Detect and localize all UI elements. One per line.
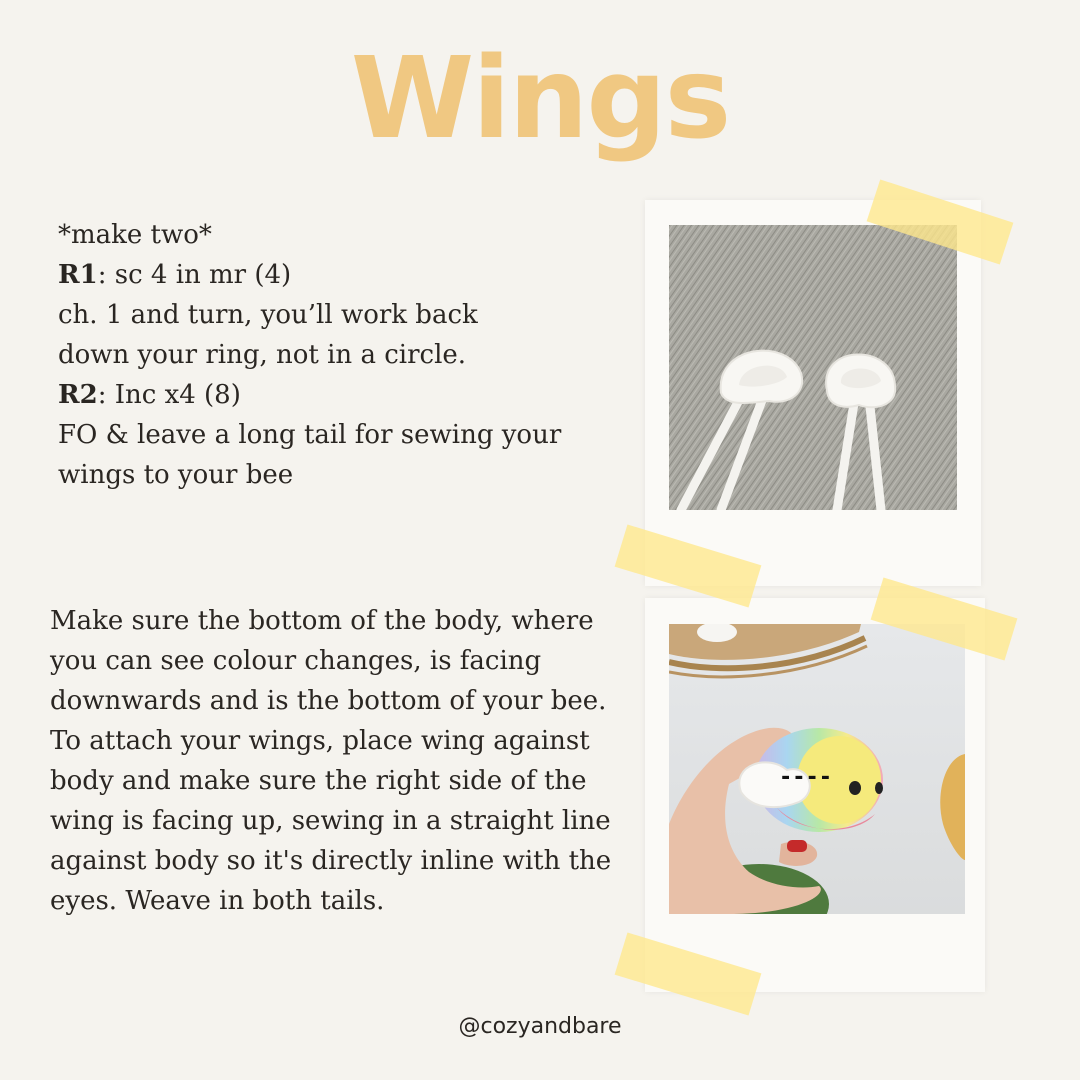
wings-photo bbox=[669, 225, 957, 510]
instruction-line-3: downwards and is the bottom of your bee. bbox=[50, 686, 607, 716]
author-handle: @cozyandbare bbox=[458, 1014, 622, 1039]
make-two-note: *make two* bbox=[58, 220, 212, 250]
instruction-line-8: eyes. Weave in both tails. bbox=[50, 886, 385, 916]
pattern-line-4: down your ring, not in a circle. bbox=[58, 340, 467, 370]
bee-photo-frame bbox=[645, 598, 985, 992]
pattern-line-3: ch. 1 and turn, you’ll work back bbox=[58, 300, 478, 330]
pattern-steps bbox=[58, 215, 561, 495]
sew-line-marker: ---- bbox=[779, 765, 832, 790]
instruction-line-6: wing is facing up, sewing in a straight line bbox=[50, 806, 611, 836]
wings-photo-frame bbox=[645, 200, 981, 586]
round-1-step bbox=[58, 255, 561, 295]
round-1-text: : sc 4 in mr (4) bbox=[97, 260, 292, 290]
pattern-line-6: FO & leave a long tail for sewing your bbox=[58, 420, 562, 450]
instruction-line-7: against body so it's directly inline with the bbox=[50, 846, 612, 876]
attach-instructions bbox=[50, 601, 611, 921]
round-1-label: R1 bbox=[58, 260, 98, 290]
page-title: Wings bbox=[350, 34, 730, 164]
instruction-line-4: To attach your wings, place wing against bbox=[50, 726, 590, 756]
pattern-line-7: wings to your bee bbox=[58, 460, 294, 490]
round-2-text: : Inc x4 (8) bbox=[97, 380, 241, 410]
instruction-line-2: you can see colour changes, is facing bbox=[50, 646, 542, 676]
round-2-step bbox=[58, 375, 561, 415]
bee-photo bbox=[669, 624, 965, 914]
round-2-label: R2 bbox=[58, 380, 98, 410]
instruction-line-1: Make sure the bottom of the body, where bbox=[50, 606, 594, 636]
instruction-line-5: body and make sure the right side of the bbox=[50, 766, 587, 796]
